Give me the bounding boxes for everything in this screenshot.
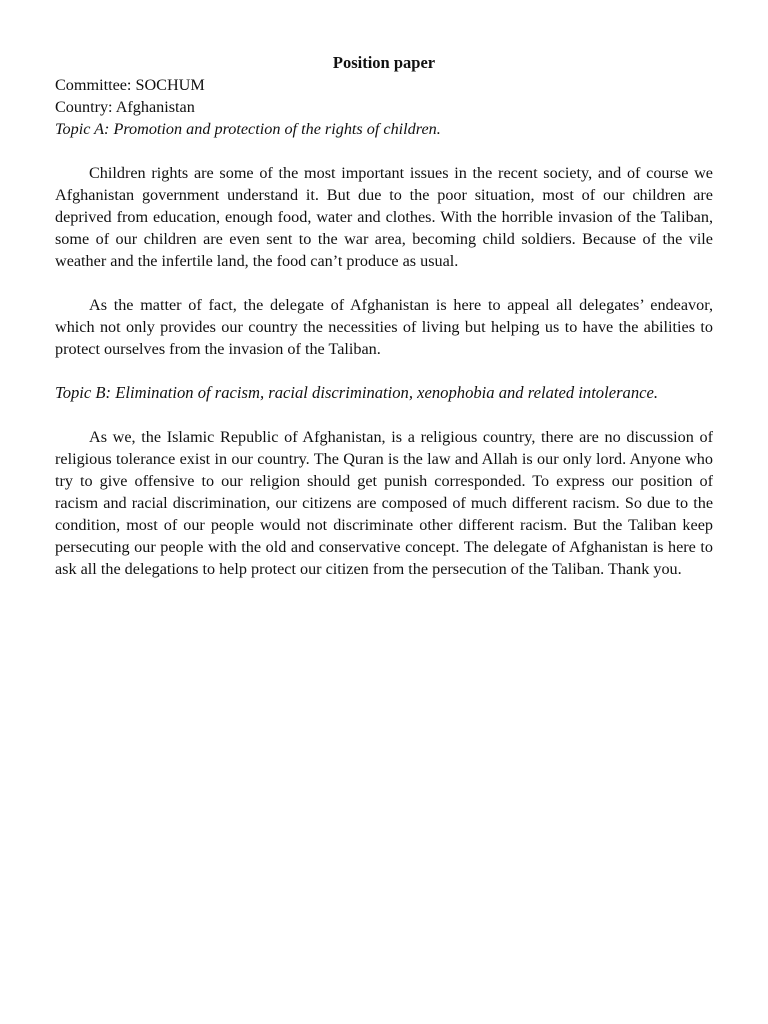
- topic-a-paragraph-2: As the matter of fact, the delegate of Afghanistan is here to appeal all delegates’ endeavor, which not only provides our country the necessities of living but helping us to have the abilities to protect ourselves from the invasion of the Taliban.: [55, 296, 713, 358]
- spacer: [55, 140, 713, 162]
- topic-a-heading: Topic A: Promotion and protection of the rights of children.: [55, 120, 441, 138]
- document-title: Position paper: [332, 53, 436, 72]
- spacer: [55, 404, 713, 415]
- spacer: [55, 371, 713, 382]
- committee-line: Committee: SOCHUM: [55, 76, 205, 94]
- topic-b-heading: Topic B: Elimination of racism, racial discrimination, xenophobia and related intolerance.: [55, 383, 659, 402]
- topic-a-paragraph-1: Children rights are some of the most important issues in the recent society, and of course we Afghanistan government understand it. But due to the poor situation, most of our children are deprived from education, enough food, water and clothes. With the horrible invasion of the Taliban, some of our children are even sent to the war area, becoming child soldiers. Because of the vile weather and the infertile land, the food can’t produce as usual.: [55, 164, 713, 270]
- spacer: [55, 415, 713, 426]
- spacer: [55, 272, 713, 294]
- country-line: Country: Afghanistan: [55, 98, 195, 116]
- spacer: [55, 360, 713, 371]
- topic-b-paragraph-1: As we, the Islamic Republic of Afghanistan, is a religious country, there are no discussion of religious tolerance exist in our country. The Quran is the law and Allah is our only lord. Anyone who try to give offensive to our religion should get punish corresponded. To express our position of racism and racial discrimination, our citizens are composed of much different racism. So due to the condition, most of our people would not discriminate other different racism. But the Taliban keep persecuting our people with the old and conservative concept. The delegate of Afghanistan is here to ask all the delegations to help protect our citizen from the persecution of the Taliban. Thank you.: [55, 428, 713, 578]
- document-page: [55, 52, 713, 580]
